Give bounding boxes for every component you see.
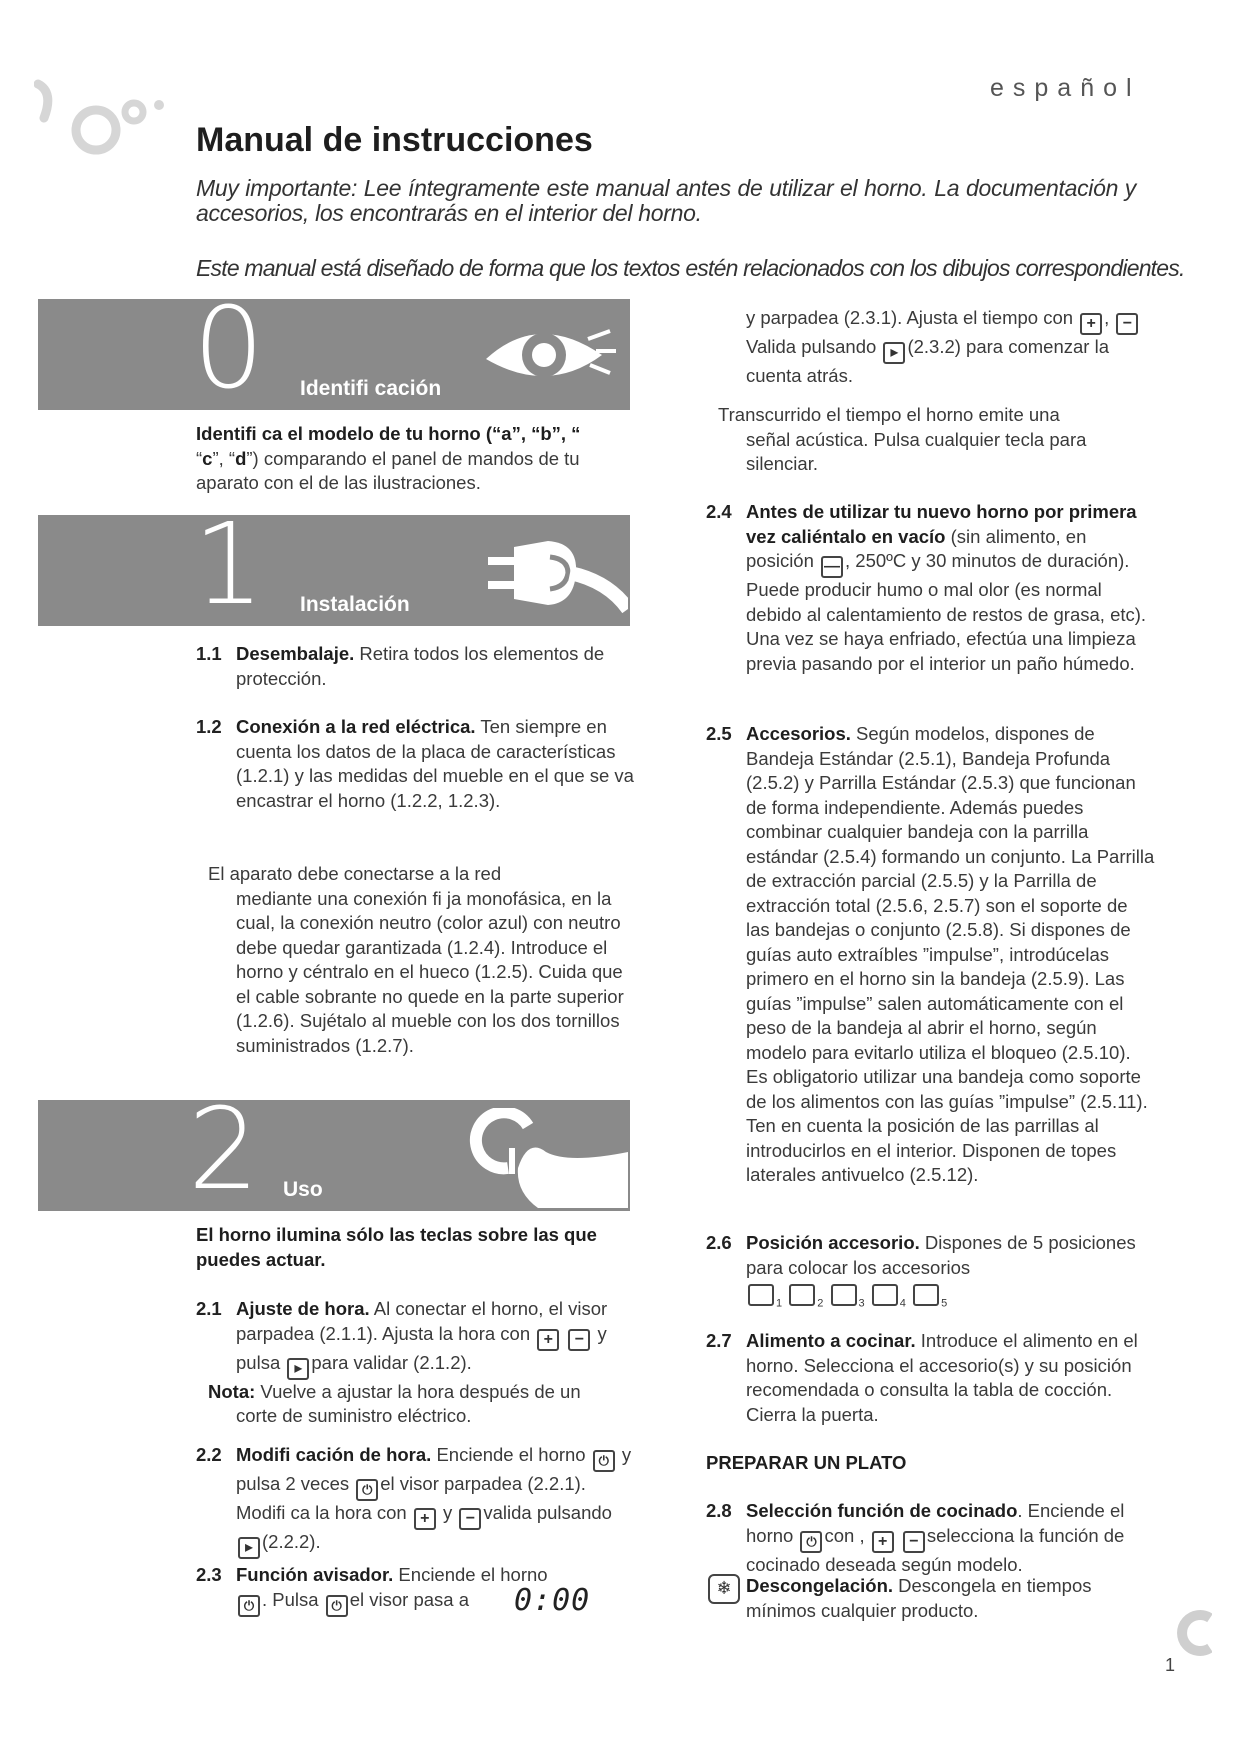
brand-logo-icon <box>34 78 170 158</box>
play-pause-icon: ▸ <box>883 342 905 364</box>
section-1-1: 1.1 Desembalaje. Retira todos los elementos de protección. <box>196 643 605 689</box>
section-2-6: 2.6 Posición accesorio. Dispones de 5 posiciones para colocar los accesorios $_1$ $_2$ $_3$ $_4$ $_5$ <box>706 1231 1156 1316</box>
section-title: Uso <box>283 1178 323 1201</box>
page-number: 1 <box>1165 1655 1176 1675</box>
power-plug-icon <box>478 523 628 623</box>
plus-icon: + <box>872 1531 894 1553</box>
plus-icon: + <box>537 1329 559 1351</box>
section-2-7: 2.7 Alimento a cocinar. Introduce el alimento en el horno. Selecciona el accesorio(s) y su posición recomendada o consulta la tabla de cocción. Cierra la puerta. <box>706 1330 1138 1425</box>
power-icon <box>238 1595 260 1617</box>
shelf-position-icon <box>831 1284 857 1306</box>
shelf-position-icon <box>913 1284 939 1306</box>
section-banner-installation <box>38 515 630 626</box>
oven-position-icon: — <box>821 556 843 578</box>
play-pause-icon: ▸ <box>238 1537 260 1559</box>
intro-text-2: Este manual está diseñado de forma que los textos estén relacionados con los dibujos correspondientes. <box>196 255 1185 281</box>
intro-text: Muy importante: Lee íntegramente este manual antes de utilizar el horno. La documentación y accesorios, los encontrarás en el interior del horno. <box>196 175 1136 226</box>
minus-icon: − <box>1116 313 1138 335</box>
section-2-1: 2.1 Ajuste de hora. Al conectar el horno, el visor parpadea (2.1.1). Ajusta la hora con + − y pulsa ▸ para validar (2.1.2). Nota: Vuelve a ajustar la hora después de un corte de suministro eléctrico. <box>196 1298 608 1426</box>
plus-icon: + <box>414 1508 436 1530</box>
language-label: español <box>990 74 1141 102</box>
use-intro: El horno ilumina sólo las teclas sobre las que puedes actuar. <box>196 1224 597 1270</box>
power-icon <box>593 1450 615 1472</box>
power-icon <box>800 1531 822 1553</box>
play-pause-icon: ▸ <box>287 1358 309 1380</box>
shelf-position-icon <box>872 1284 898 1306</box>
section-banner-use <box>38 1100 630 1211</box>
minus-icon: − <box>903 1531 925 1553</box>
shelf-position-icon <box>789 1284 815 1306</box>
defrost-icon: ❄ <box>708 1574 740 1604</box>
touch-button-icon <box>458 1108 628 1208</box>
section-2-5: 2.5 Accesorios. Según modelos, dispones de Bandeja Estándar (2.5.1), Bandeja Profunda (2.5.2) y Parrilla Estándar (2.5.3) que funcionan de forma independiente. Además puedes combinar cualquier bandeja con la parrilla estándar (2.5.4) formando un conjunto. La Parrilla de extracción parcial (2.5.5) y la Parrilla de extracción total (2.5.6, 2.5.7) son el soporte de las bandejas o conjunto (2.5.8). Si dispones de guías auto extraíbles ”impulse”, introdúcelas primero en el horno sin la bandeja (2.5.9). Las guías ”impulse” salen automáticamente con el peso de la bandeja al abrir el horno, según modelo para evitarlo utiliza el bloqueo (2.5.10). Es obligatorio utilizar una bandeja como soporte de los alimentos con las guías ”impulse” (2.5.11). Ten en cuenta la posición de las parrillas al introducirlos en el interior. Disponen de topes laterales antivuelco (2.5.12). <box>706 723 1155 1185</box>
connection-paragraph: El aparato debe conectarse a la red mediante una conexión fi ja monofásica, en la cual, la conexión neutro (color azul) con neutro debe quedar garantizada (1.2.4). Introduce el horno y céntralo en el hueco (1.2.5). Cuida que el cable sobrante no quede en la parte superior (1.2.6). Sujétalo al mueble con los dos tornillos suministrados (1.2.7). <box>208 863 624 1056</box>
clock-icon <box>356 1479 378 1501</box>
section-2-4: 2.4 Antes de utilizar tu nuevo horno por primera vez caliéntalo en vacío (sin alimento, en posición — , 250ºC y 30 minutos de duración). Puede producir humo o mal olor (es normal debido al calentamiento de restos de grasa, etc). Una vez se haya enfriado, efectúa una limpieza previa pasando por el interior un paño húmedo. <box>706 501 1147 674</box>
section-2-8: 2.8 Selección función de cocinado. Enciende el horno ⏻con , + − selecciona la función de cocinado deseada según modelo. <box>706 1499 1156 1577</box>
timer-display: 0:00 <box>514 1583 591 1618</box>
section-title: Instalación <box>300 593 410 616</box>
section-number: 2 <box>188 1100 260 1211</box>
prepare-heading: PREPARAR UN PLATO <box>706 1452 907 1473</box>
beep-paragraph: Transcurrido el tiempo el horno emite una señal acústica. Pulsa cualquier tecla para silenciar. <box>718 404 1087 474</box>
section-2-2: 2.2 Modifi cación de hora. Enciende el horno ⏻ y pulsa 2 veces ⏻el visor parpadea (2.2.1). Modifi ca la hora con + y − valida pulsando ▸ (2.2.2). <box>196 1443 634 1559</box>
identification-text: Identifi ca el modelo de tu horno (“a”, “b”, “ “c”, “d”) comparando el panel de mandos de tu aparato con el de las ilustraciones. <box>196 423 581 493</box>
minus-icon: − <box>568 1329 590 1351</box>
section-banner-identification <box>38 299 630 410</box>
defrost-function: ❄ Descongelación. Descongela en tiempos mínimos cualquier producto. <box>706 1574 1156 1623</box>
minus-icon: − <box>459 1508 481 1530</box>
section-1-2: 1.2 Conexión a la red eléctrica. Ten siempre en cuenta los datos de la placa de características (1.2.1) y las medidas del mueble en el que se va encastrar el horno (1.2.2, 1.2.3). <box>196 716 634 811</box>
plus-icon: + <box>1080 313 1102 335</box>
section-number: 0 <box>193 299 265 410</box>
shelf-position-icon <box>748 1284 774 1306</box>
section-2-3: 2.3 Función avisador. Enciende el horno ⏻. Pulsa ⏻el visor pasa a 0:00 <box>196 1563 634 1617</box>
shelf-positions: $_1$ $_2$ $_3$ $_4$ $_5$ <box>746 1284 1156 1316</box>
section-number: 1 <box>193 515 265 626</box>
corner-logo-icon <box>1176 1608 1212 1658</box>
timer-icon <box>326 1595 348 1617</box>
page-title: Manual de instrucciones <box>196 121 593 159</box>
section-title: Identifi cación <box>300 377 442 400</box>
eye-icon <box>478 317 618 397</box>
section-2-3-continued: y parpadea (2.3.1). Ajusta el tiempo con + , −Valida pulsando ▸ (2.3.2) para comenzar la cuenta atrás. <box>706 306 1156 389</box>
